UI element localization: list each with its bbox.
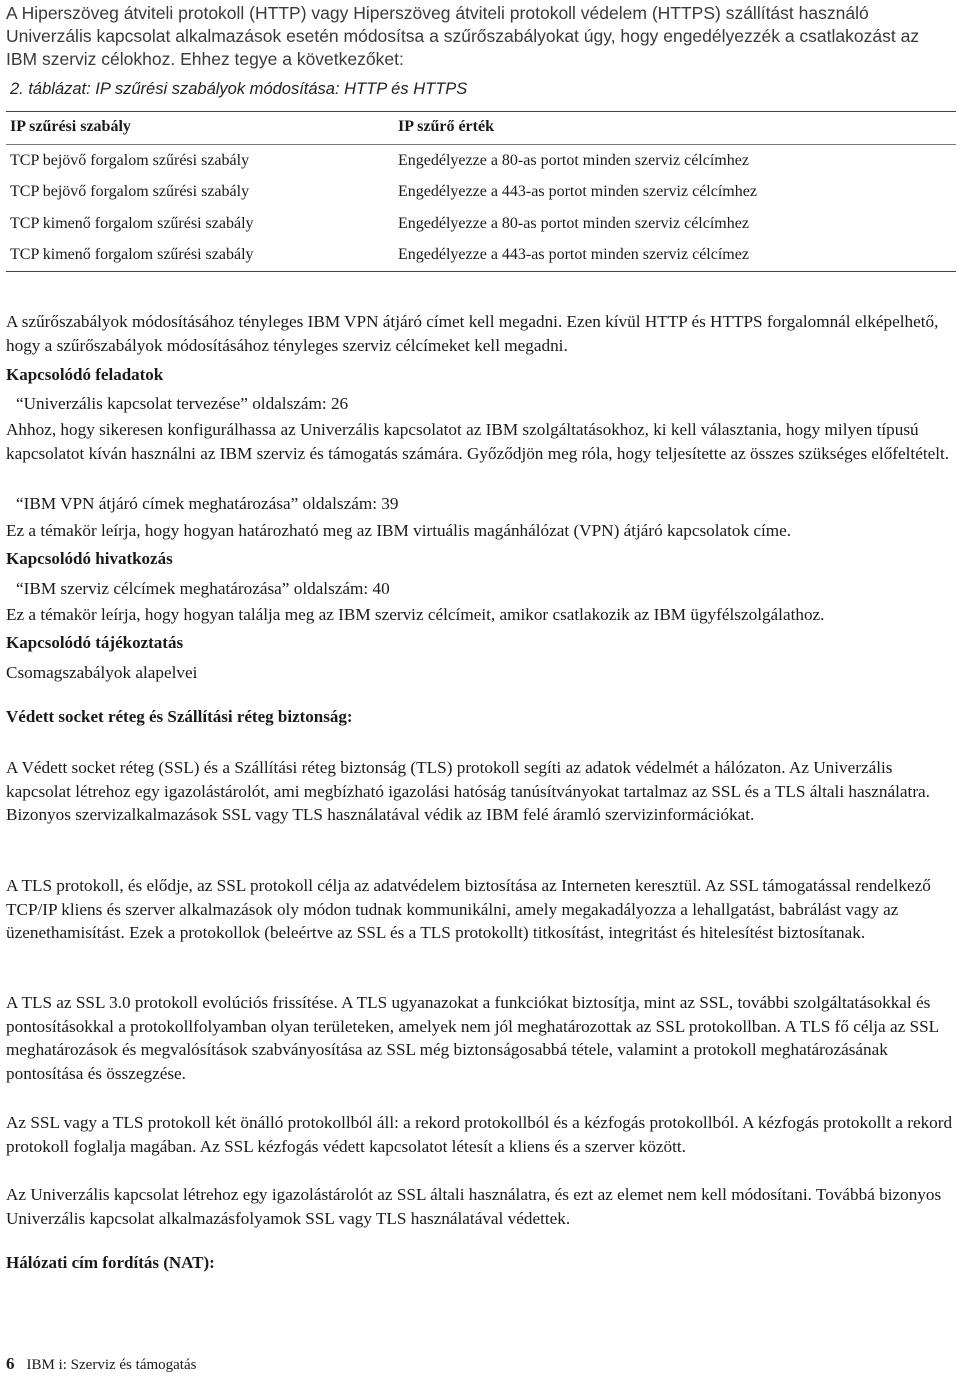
related-info-link[interactable]: Csomagszabályok alapelvei bbox=[6, 663, 198, 682]
related-task-desc-1: Ahhoz, hogy sikeresen konfigurálhassa az Univerzális kapcsolatot az IBM szolgáltatásokhoz, ki kell választania, hogy milyen típusú kapcsolatot kíván használni az IBM szerviz és támogatás számára. Győződjön meg róla, hogy teljesítette az összes szükséges előfeltételt. bbox=[6, 420, 950, 463]
table-cell-value: Engedélyezze a 80-as portot minden szerviz célcímhez bbox=[398, 151, 749, 169]
ssl-paragraph-2: A TLS protokoll, és elődje, az SSL protokoll célja az adatvédelem biztosítása az Interneten keresztül. Az SSL támogatással rendelkező TCP/IP kliens és szerver alkalmazások oly módon tudnak kommunikálni, amely megakadályozza a lehallgatást, babrálást vagy az üzenethamisítást. Ezek a protokollok (beleértve az SSL és a TLS protokollt) titkosítást, integritást és hitelesítést biztosítanak. bbox=[6, 876, 931, 942]
column-header-rule: IP szűrési szabály bbox=[6, 112, 398, 145]
related-task-link-1[interactable]: “Univerzális kapcsolat tervezése” oldalszám: 26 bbox=[16, 394, 349, 413]
ssl-paragraph-4: Az SSL vagy a TLS protokoll két önálló protokollból áll: a rekord protokollból és a kézfogás protokollból. A kézfogás protokollt a rekord protokoll foglalja magában. Az SSL kézfogás védett kapcsolatot létesít a kliens és a szerver között. bbox=[6, 1113, 953, 1156]
page-footer bbox=[6, 1354, 196, 1374]
footer-text: IBM i: Szerviz és támogatás bbox=[26, 1357, 197, 1373]
table-cell-rule: TCP kimenő forgalom szűrési szabály bbox=[10, 214, 254, 232]
after-table-paragraph: A szűrőszabályok módosításához tényleges IBM VPN átjáró címet kell megadni. Ezen kívül HTTP és HTTPS forgalomnál elképelhető, hogy a szűrőszabályok módosításához tényleges szerviz célcímeket kell megadni. bbox=[6, 312, 939, 355]
intro-paragraph: A Hiperszöveg átviteli protokoll (HTTP) vagy Hiperszöveg átviteli protokoll védelem (HTTPS) szállítást használó Univerzális kapcsolat alkalmazások esetén módosítsa a szűrőszabályokat úgy, hogy engedélyezzék a csatlakozást az IBM szerviz célokhoz. Ehhez tegye a következőket: bbox=[6, 3, 920, 69]
column-header-value: IP szűrő érték bbox=[398, 112, 956, 145]
table-header-row bbox=[6, 112, 956, 145]
nat-heading: Hálózati cím fordítás (NAT): bbox=[6, 1253, 215, 1272]
related-task-desc-2: Ez a témakör leírja, hogy hogyan határozható meg az IBM virtuális magánhálózat (VPN) átjáró kapcsolatok címe. bbox=[6, 521, 792, 540]
related-tasks-heading: Kapcsolódó feladatok bbox=[6, 365, 164, 384]
table-caption: 2. táblázat: IP szűrési szabályok módosítása: HTTP és HTTPS bbox=[10, 80, 468, 98]
table-cell-rule: TCP bejövő forgalom szűrési szabály bbox=[10, 151, 250, 169]
related-task-link-2[interactable]: “IBM VPN átjáró címek meghatározása” oldalszám: 39 bbox=[16, 494, 399, 513]
table-cell-rule: TCP kimenő forgalom szűrési szabály bbox=[6, 240, 398, 272]
table-row bbox=[6, 208, 956, 240]
table-row bbox=[6, 145, 956, 177]
related-reference-link[interactable]: “IBM szerviz célcímek meghatározása” oldalszám: 40 bbox=[16, 579, 390, 598]
table-cell-value: Engedélyezze a 443-as portot minden szerviz célcímhez bbox=[398, 183, 757, 201]
ssl-section-heading: Védett socket réteg és Szállítási réteg biztonság: bbox=[6, 707, 353, 726]
related-info-heading: Kapcsolódó tájékoztatás bbox=[6, 633, 184, 652]
related-reference-desc: Ez a témakör leírja, hogy hogyan találja meg az IBM szerviz célcímeit, amikor csatlakozik az IBM ügyfélszolgálathoz. bbox=[6, 605, 825, 624]
ip-filter-rules-table bbox=[6, 111, 956, 272]
related-reference-heading: Kapcsolódó hivatkozás bbox=[6, 549, 173, 568]
ssl-paragraph-1: A Védett socket réteg (SSL) és a Szállítási réteg biztonság (TLS) protokoll segíti az adatok védelmét a hálózaton. Az Univerzális kapcsolat létrehoz egy igazolástárolót, ami megbízható igazolási hatóság tanúsítványokat tartalmaz az SSL és a TLS általi használatra. Bizonyos szervizalkalmazások SSL vagy TLS használatával védik az IBM felé áramló szervizinformációkat. bbox=[6, 758, 930, 824]
ssl-paragraph-5: Az Univerzális kapcsolat létrehoz egy igazolástárolót az SSL általi használatra, és ezt az elemet nem kell módosítani. Továbbá bizonyos Univerzális kapcsolat alkalmazásfolyamok SSL vagy TLS használatával védettek. bbox=[6, 1185, 942, 1228]
table-cell-value: Engedélyezze a 80-as portot minden szerviz célcímhez bbox=[398, 214, 749, 232]
table-cell-rule: TCP bejövő forgalom szűrési szabály bbox=[10, 183, 250, 201]
table-row bbox=[6, 240, 956, 272]
page-number: 6 bbox=[6, 1354, 15, 1373]
table-cell-value: Engedélyezze a 443-as portot minden szerviz célcímez bbox=[398, 240, 956, 272]
ssl-paragraph-3: A TLS az SSL 3.0 protokoll evolúciós frissítése. A TLS ugyanazokat a funkciókat biztosítja, mint az SSL, további szolgáltatásokkal és pontosításokkal a protokollfolyamban olyan területeken, amelyek nem jól meghatározottak az SSL protokollban. A TLS fő célja az SSL meghatározások és megvalósítások szabványosítása az SSL még biztonságosabbá tétele, valamint a protokoll meghatározásának pontosítása és összegzése. bbox=[6, 993, 939, 1083]
table-row bbox=[6, 177, 956, 209]
